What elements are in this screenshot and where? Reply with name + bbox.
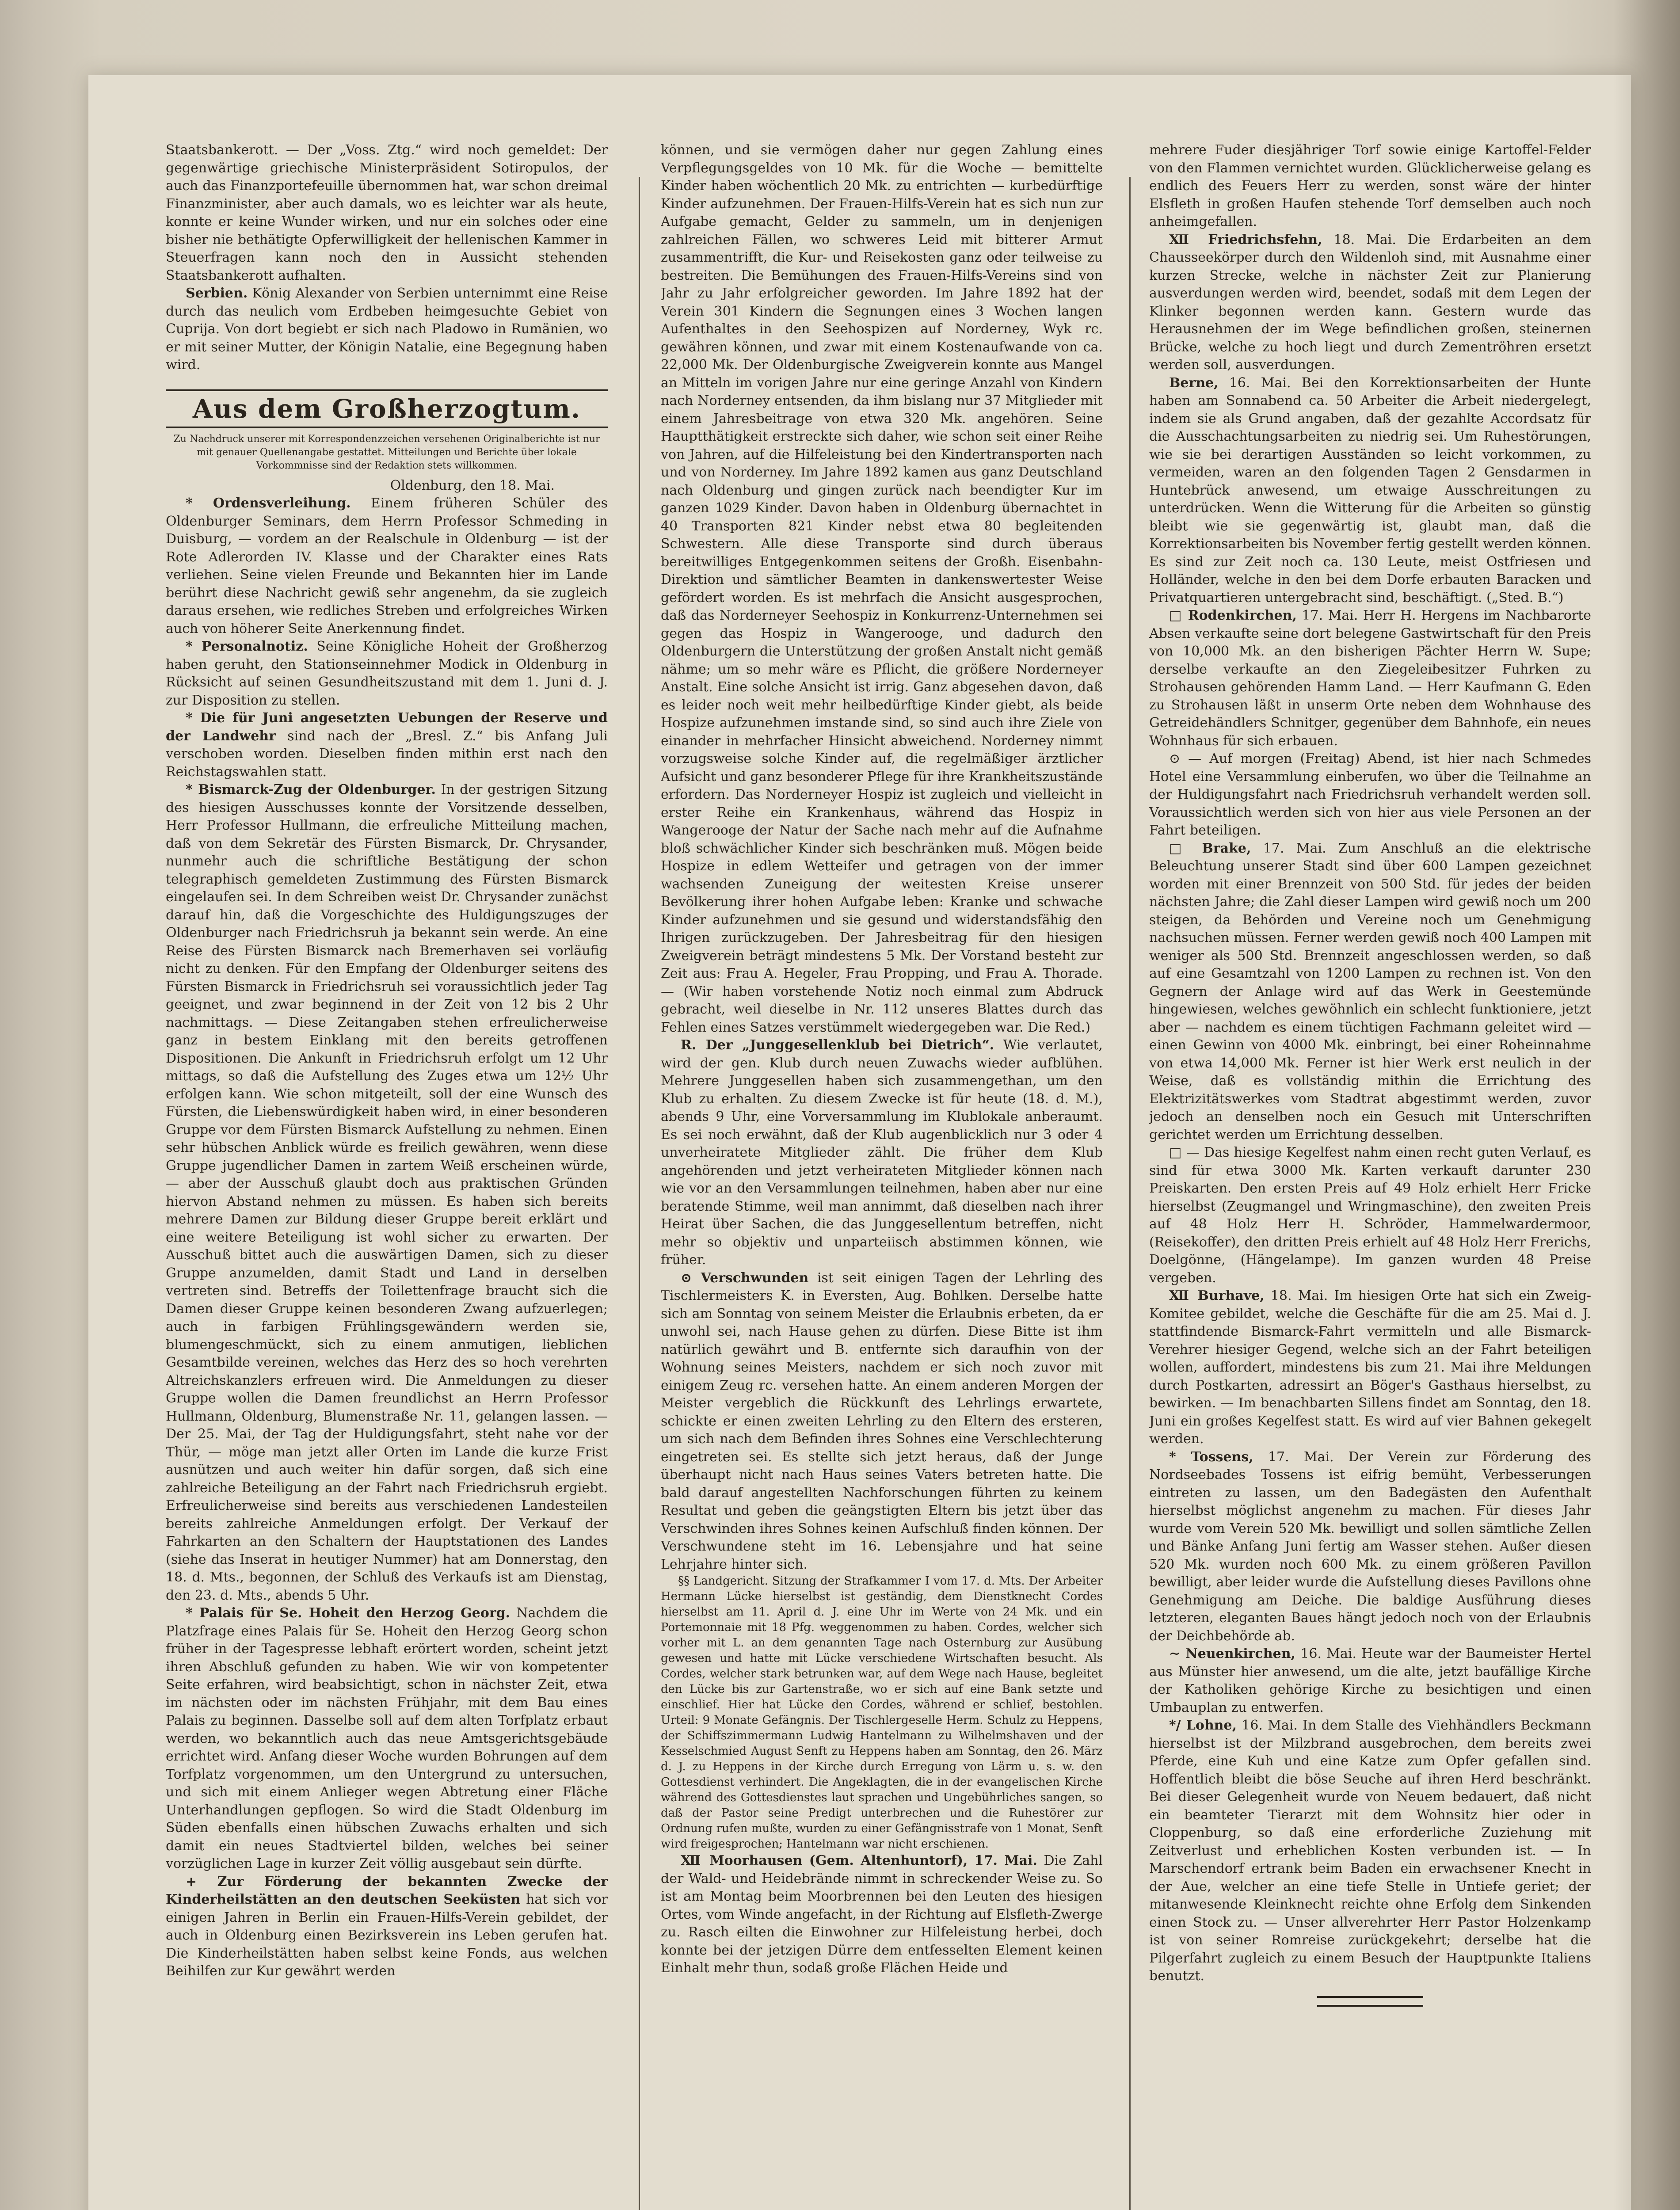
body-bachelor-club: Wie verlautet, wird der gen. Klub durch neuen Zuwachs wieder aufblühen. Mehrere Junggesellen haben sich zusammengethan, um den Klub zu erhalten. Zu diesem Zwecke ist für heute (18. d. M.), abends 9 Uhr, eine Vorversammlung im Klublokale anberaumt. Es sei noch erwähnt, daß der Klub augenblicklich nur 3 oder 4 unverheiratete Mitglieder zählt. Die früher dem Klub angehörenden und jetzt verheirateten Mitglieder können nach wie vor an den Versammlungen teilnehmen, haben aber nur eine beratende Stimme, weil man annimmt, daß dieselben nach ihrer Heirat über Sachen, die das Junggesellentum betreffen, nicht mehr so objektiv und unparteiisch abstimmen können, wie früher. bbox=[661, 1037, 1103, 1268]
article-greek-bankruptcy: Staatsbankerott. — Der „Voss. Ztg.“ wird noch gemeldet: Der gegenwärtige griechische Ministerpräsident Sotiropulos, der auch das Finanzportefeuille übernommen hat, war schon dreimal Finanzminister, aber auch damals, wo es leichter war als heute, konnte er keine Wunder wirken, und nur ein solches oder eine bisher nie bethätigte Opferwilligkeit der hellenischen Kammer in Steuerfragen kann noch den in Aussicht stehenden Staatsbankerott aufhalten. bbox=[166, 142, 608, 283]
body-friedrichsfehn: 18. Mai. Die Erdarbeiten an dem Chausseekörper durch den Wildenloh sind, mit Ausnahme einer kurzen Strecke, welche in nächster Zeit zur Planierung ausverdungen werden wird, beendet, sodaß mit dem Legen der Klinker begonnen werden kann. Gestern wurde das Herausnehmen der im Wege befindlichen großen, steinernen Brücke, welche zu hoch liegt und durch Zementröhren ersetzt werden soll, ausverdungen. bbox=[1149, 232, 1591, 373]
article-berne bbox=[1149, 374, 1591, 607]
article-missing bbox=[661, 1269, 1103, 1574]
article-palace bbox=[166, 1604, 608, 1873]
dateline-oldenburg: Oldenburg, den 18. Mai. bbox=[390, 477, 555, 493]
end-rule bbox=[1317, 1996, 1423, 2007]
column-right bbox=[1149, 141, 1591, 2210]
article-fire-continued: mehrere Fuder diesjähriger Torf sowie einige Kartoffel-Felder von den Flammen vernichtet wurden. Glücklicherweise gelang es endlich des Feuers Herr zu werden, sonst wäre der hinter Elsfleth in großen Haufen stehende Torf demselben auch noch anheimgefallen. bbox=[1149, 142, 1591, 229]
column-rule-right bbox=[1129, 177, 1131, 2210]
article-bachelor-club bbox=[661, 1036, 1103, 1269]
scan-edge-shadow bbox=[1614, 0, 1680, 2210]
body-children-sanatoria: hat sich vor einigen Jahren in Berlin ein Frauen-Hilfs-Verein gebildet, der auch in Oldenburg einen Bezirksverein ins Leben gerufen hat. Die Kinderheilstätten haben selbst keine Fonds, aus welchen Beihilfen zur Kur gewährt werden bbox=[166, 1892, 608, 1979]
headline-missing: ⊙ Verschwunden bbox=[681, 1270, 809, 1286]
headline-brake: □ Brake, bbox=[1169, 840, 1251, 856]
body-bismarck-train: In der gestrigen Sitzung des hiesigen Ausschusses konnte der Vorsitzende desselben, Herr Professor Hullmann, die erfreuliche Mitteilung machen, daß von dem Sekretär des Fürsten Bismarck, Dr. Chrysander, nunmehr auch die schriftliche Bestätigung der schon telegraphisch gemeldeten Zustimmung des Fürsten Bismarck eingelaufen sei. In dem Schreiben weist Dr. Chrysander zunächst darauf hin, daß die Vorgeschichte des Huldigungszuges der Oldenburger nach Friedrichsruh ja bekannt sein werde. An eine Reise des Fürsten Bismarck nach Bremerhaven sei vorläufig nicht zu denken. Für den Empfang der Oldenburger seitens des Fürsten Bismarck in Friedrichsruh sei voraussichtlich jeder Tag geeignet, und zwar beginnend in der Zeit von 12 bis 2 Uhr nachmittags. — Diese Zeitangaben stehen erfreulicherweise ganz in bestem Einklang mit den bereits getroffenen Dispositionen. Die Ankunft in Friedrichsruh erfolgt um 12 Uhr mittags, so daß die Aufstellung des Zuges etwa um 12½ Uhr erfolgen kann. Wie schon mitgeteilt, soll der eine Wunsch des Fürsten, die Liebenswürdigkeit haben wird, in einer besonderen Gruppe vor dem Fürsten Bismarck Aufstellung zu nehmen. Einen sehr hübschen Anblick würde es freilich gewähren, wenn diese Gruppe jugendlicher Damen in zartem Weiß erscheinen würde, — aber der Ausschuß glaubt doch aus praktischen Gründen hiervon Abstand nehmen zu müssen. Es haben sich bereits mehrere Damen zur Bildung dieser Gruppe bereit erklärt und eine weitere Beteiligung ist wohl sicher zu erwarten. Der Ausschuß bittet auch die auswärtigen Damen, sich zu dieser Gruppe anzumelden, damit Stadt und Land in derselben vertreten sind. Betreffs der Toilettenfrage braucht sich die Damen dieser Gruppe keinen besonderen Zwang aufzuerlegen; auch in farbigen Frühlingsgewändern werden sie, blumengeschmückt, sich zu einem anmutigen, lieblichen Gesamtbilde vereinen, welches das Herz des so hoch verehrten Altreichskanzlers erfreuen wird. Die Anmeldungen zu dieser Gruppe wollen die Damen freundlichst an Herrn Professor Hullmann, Oldenburg, Blumenstraße Nr. 11, gelangen lassen. — Der 25. Mai, der Tag der Huldigungsfahrt, steht nahe vor der Thür, — möge man jetzt aller Orten im Lande die kurze Frist ausnützen und auch weiter hin dafür sorgen, daß sich eine zahlreiche Beteiligung an der Fahrt nach Friedrichsruh ergiebt. Erfreulicherweise sind bereits aus verschiedenen Landesteilen bereits zahlreiche Anmeldungen erfolgt. Der Verkauf der Fahrkarten an den Schaltern der Hauptstationen des Landes (siehe das Inserat in heutiger Nummer) hat am Donnerstag, den 18. d. Mts., begonnen, der Schluß des Verkaufs ist am Dienstag, den 23. d. Mts., abends 5 Uhr. bbox=[166, 782, 608, 1603]
article-exercises bbox=[166, 709, 608, 781]
body-personal: Seine Königliche Hoheit der Großherzog haben geruht, den Stationseinnehmer Modick in Oldenburg in Rücksicht auf seinen Gesundheitszustand mit dem 1. Juni d. J. zur Disposition zu stellen. bbox=[166, 639, 608, 708]
column-left bbox=[166, 141, 608, 2210]
headline-order: * Ordensverleihung. bbox=[186, 495, 351, 511]
article-children-sanatoria bbox=[166, 1873, 608, 1981]
headline-burhave: Ⅻ Burhave, bbox=[1169, 1288, 1265, 1303]
body-palace: Nachdem die Platzfrage eines Palais für Se. Hoheit den Herzog Georg schon früher in der Tagespresse lebhaft erörtert worden, scheint jetzt ihren Abschluß gefunden zu haben. Wie wir von kompetenter Seite erfahren, wird beabsichtigt, schon in nächster Zeit, etwa im nächsten oder im nächsten Frühjahr, mit dem Bau eines Palais zu beginnen. Dasselbe soll auf dem alten Torfplatz erbaut werden, wo bekanntlich auch das neue Amtsgerichtsgebäude errichtet wird. Anfang dieser Woche wurden Bohrungen auf dem Torfplatz vorgenommen, um den Untergrund zu untersuchen, und sich mit einem Anlieger wegen Abtretung einer Fläche Unterhandlungen gepflogen. So wird die Stadt Oldenburg im Süden ebenfalls einen hübschen Zuwachs erhalten und sich damit ein neues Stadtviertel bilden, welches bei seiner vorzüglichen Lage in kurzer Zeit völlig ausgebaut sein dürfte. bbox=[166, 1605, 608, 1871]
article-lohne bbox=[1149, 1717, 1591, 1985]
article-tossens bbox=[1149, 1448, 1591, 1646]
article-order bbox=[166, 495, 608, 638]
body-moorhausen: Die Zahl der Wald- und Heidebrände nimmt in schreckender Weise zu. So ist am Montag beim Moorbrennen bei den Leuten des hiesigen Ortes, vom Winde angefacht, in der Richtung auf Elsfleth-Zwerge zu. Rasch eilten die Einwohner zur Hilfeleistung herbei, doch konnte bei der jetzigen Dürre dem entfesselten Element keinen Einhalt mehr thun, sodaß große Flächen Heide und bbox=[661, 1853, 1103, 1976]
body-exercises: sind nach der „Bresl. Z.“ bis Anfang Juli verschoben worden. Dieselben finden mithin erst nach den Reichstagswahlen statt. bbox=[166, 728, 608, 780]
newspaper-page bbox=[88, 75, 1631, 2210]
article-moorhausen bbox=[661, 1852, 1103, 1978]
article-burhave bbox=[1149, 1287, 1591, 1448]
headline-tossens: * Tossens, bbox=[1169, 1449, 1253, 1465]
body-neuenkirchen: 16. Mai. Heute war der Baumeister Hertel aus Münster hier anwesend, um die alte, jetzt baufällige Kirche der Katholiken gehörige Kirche zu besichtigen und einen Umbauplan zu entwerfen. bbox=[1149, 1646, 1591, 1715]
column-middle bbox=[661, 141, 1103, 2210]
body-missing: ist seit einigen Tagen der Lehrling des Tischlermeisters K. in Eversten, Aug. Bohlken. Derselbe hatte sich am Sonntag von seinem Meister die Erlaubnis erbeten, da er unwohl sei, nach Hause gehen zu dürfen. Diese Bitte ist ihm natürlich gewährt und B. entfernte sich daraufhin von der Wohnung seines Meisters, nachdem er sich noch zuvor mit einigem Zeug rc. versehen hatte. An einem anderen Morgen der Meister vergeblich die Rückkunft des Lehrlings erwartete, schickte er einen zweiten Lehrling zu den Eltern des ersteren, um sich nach dem Befinden ihres Sohnes eine Verschlechterung eingetreten sei. Es stellte sich jetzt heraus, daß der Junge überhaupt nicht nach Haus seines Vaters betreten hatte. Die bald darauf angestellten Nachforschungen führten zu keinem Resultat und geben die geängstigten Eltern bis jetzt über das Verschwinden ihres Sohnes keinen Aufschluß finden können. Der Verschwundene steht im 16. Lebensjahre und hat seine Lehrjahre hinter sich. bbox=[661, 1270, 1103, 1572]
article-bowling: □ — Das hiesige Kegelfest nahm einen recht guten Verlauf, es sind für etwa 3000 Mk. Karten verkauft darunter 230 Preiskarten. Den ersten Preis auf 49 Holz erhielt Herr Fricke hierselbst (Zeugmangel und Wringmaschine), den zweiten Preis auf 48 Holz Herr H. Schröder, Hammelwardermoor, (Reisekoffer), den dritten Preis erhielt auf 48 Holz Herr Frerichs, Doelgönne, (Hängelampe). Im ganzen wurden 48 Preise vergeben. bbox=[1149, 1145, 1591, 1286]
column-rule-left bbox=[639, 177, 640, 2210]
headline-serbia: Serbien. bbox=[186, 286, 248, 301]
headline-children-sanatoria: + Zur Förderung der bekannten Zwecke der Kinderheilstätten an den deutschen Seeküsten bbox=[166, 1874, 608, 1907]
headline-neuenkirchen: ∼ Neuenkirchen, bbox=[1169, 1646, 1295, 1661]
article-neuenkirchen bbox=[1149, 1645, 1591, 1717]
headline-berne: Berne, bbox=[1169, 375, 1219, 391]
body-lohne: 16. Mai. In dem Stalle des Viehhändlers Beckmann hierselbst ist der Milzbrand ausgebrochen, dem bereits zwei Pferde, eine Kuh und eine Katze zum Opfer gefallen sind. Hoffentlich bleibt die böse Seuche auf ihren Herd beschränkt. Bei dieser Gelegenheit wurde von Neuem bedauert, daß nicht ein beamteter Tierarzt mit dem Wohnsitz hier oder in Cloppenburg, so daß eine erforderliche Zuziehung mit Zeitverlust und erheblichen Kosten verbunden ist. — In Marschendorf ertrank beim Baden ein erwachsener Knecht in der Aue, welcher an eine tiefe Stelle in Untiefe geriet; der mitanwesende Kleinknecht reichte ohne Erfolg dem Sinkenden einen Stock zu. — Unser allverehrter Herr Pastor Holzenkamp ist von seiner Romreise zurückgekehrt; derselbe hat die Pilgerfahrt zugleich zu einem Besuch der Hauptpunkte Italiens benutzt. bbox=[1149, 1718, 1591, 1984]
article-court: §§ Landgericht. Sitzung der Strafkammer I vom 17. d. Mts. Der Arbeiter Hermann Lücke hierselbst ist geständig, dem Dienstknecht Cordes hierselbst am 11. April d. J. eine Uhr im Werte von 24 Mk. und ein Portemonnaie mit 18 Pfg. weggenommen zu haben. Cordes, welcher sich vorher mit L. an dem genannten Tage nach Osternburg zur Ausübung gewesen und hatte mit Lücke verschiedene Wirtschaften besucht. Als Cordes, welcher stark betrunken war, auf dem Wege nach Hause, begleitet den Lücke bis zur Gartenstraße, wo er sich auf eine Bank setzte und einschlief. Hier hat Lücke den Cordes, während er schlief, bestohlen. Urteil: 9 Monate Gefängnis. Der Tischlergeselle Herm. Schulz zu Heppens, der Schiffszimmermann Ludwig Hantelmann zu Wilhelmshaven und der Kesselschmied August Senft zu Heppens haben am Sonntag, den 26. März d. J. zu Heppens in der Kirche durch Erregung von Lärm u. s. w. den Gottesdienst verhindert. Die Angeklagten, die in der evangelischen Kirche während des Gottesdienstes laut sprachen und Ungebührliches sangen, so daß der Pastor seine Predigt unterbrechen und die Ruhestörer zur Ordnung rufen mußte, wurden zu einer Gefängnisstrafe von 1 Monat, Senft wird freigesprochen; Hantelmann war nicht erschienen. bbox=[661, 1574, 1103, 1851]
body-berne: 16. Mai. Bei den Korrektionsarbeiten der Hunte haben am Sonnabend ca. 50 Arbeiter die Arbeit niedergelegt, indem sie als Grund angaben, daß der gezahlte Accordsatz für die Ausschachtungsarbeiten zu niedrig sei. Um Ruhestörungen, wie sie bei derartigen Ausständen so leicht vorkommen, zu vermeiden, waren an den folgenden Tagen 2 Gensdarmen in Huntebrück anwesend, um etwaige Ausschreitungen zu unterdrücken. Wenn die Witterung für die Arbeiten so günstig bleibt wie sie gegenwärtig ist, glaubt man, daß die Korrektionsarbeiten bis November fertig gestellt werden können. Es sind zur Zeit noch ca. 130 Leute, meist Ostfriesen und Holländer, welche in den bei dem Dorfe erbauten Baracken und Privatquartieren untergebracht sind, beschäftigt. („Sted. B.“) bbox=[1149, 375, 1591, 606]
headline-exercises: * Die für Juni angesetzten Uebungen der Reserve und der Landwehr bbox=[166, 710, 608, 744]
body-serbia: König Alexander von Serbien unternimmt eine Reise durch das neulich vom Erdbeben heimgesuchte Gebiet von Cuprija. Von dort begiebt er sich nach Pladowo in Rumänien, wo er mit seiner Mutter, der Königin Natalie, eine Begegnung haben wird. bbox=[166, 286, 608, 373]
article-serbia bbox=[166, 285, 608, 374]
headline-personal: * Personalnotiz. bbox=[186, 639, 308, 654]
article-meeting: ⊙ — Auf morgen (Freitag) Abend, ist hier nach Schmedes Hotel eine Versammlung einberufen, wo über die Teilnahme an der Huldigungsfahrt nach Friedrichsruh verhandelt werden soll. Voraussichtlich werden sich von hier aus viele Personen an der Fahrt beteiligen. bbox=[1149, 751, 1591, 838]
body-brake: 17. Mai. Zum Anschluß an die elektrische Beleuchtung unserer Stadt sind über 600 Lampen gezeichnet worden mit einer Brennzeit von 500 Std. für jedes der beiden nächsten Jahre; die Zahl dieser Lampen wird gewiß noch um 200 steigen, da Behörden und Vereine noch um Genehmigung nachsuchen müssen. Ferner werden gewiß noch 400 Lampen mit weniger als 500 Std. Brennzeit angeschlossen werden, so daß auf eine Gesamtzahl von 1200 Lampen zu rechnen ist. Von den Gegnern der Anlage wird auf das Werk in Geestemünde hingewiesen, welches gewöhnlich ein schlecht funktioniere, jetzt aber — nachdem es einem tüchtigen Fachmann geleitet wird — einen Gewinn von 4000 Mk. einbringt, bei einer Roheinnahme von etwa 14,000 Mk. Ferner ist hier Werk erst neulich in der Weise, daß es vollständig mithin die Errichtung des Elektrizitätswerkes vom Stadtrat abgestimmt werden, zuvor jedoch an denselben noch ein Gesuch mit Unterschriften gerichtet werden um Errichtung desselben. bbox=[1149, 840, 1591, 1143]
body-order: Einem früheren Schüler des Oldenburger Seminars, dem Herrn Professor Schmeding in Duisburg, — vordem an der Realschule in Oldenburg — ist der Rote Adlerorden IV. Klasse und der Charakter eines Rats verliehen. Seine vielen Freunde und Bekannten hier im Lande berührt diese Nachricht gewiß sehr angenehm, da sie zugleich daraus ersehen, wie redliches Streben und erfolgreiches Wirken auch von höherer Seite Anerkennung findet. bbox=[166, 495, 608, 636]
section-title-grand-duchy: Aus dem Großherzogtum. bbox=[166, 389, 608, 428]
article-personal bbox=[166, 638, 608, 709]
body-tossens: 17. Mai. Der Verein zur Förderung des Nordseebades Tossens ist eifrig bemüht, Verbesserungen eintreten zu lassen, um den Badegästen den Aufenthalt hierselbst möglichst angenehm zu machen. Für dieses Jahr wurde vom Verein 520 Mk. bewilligt und sollen sämtliche Zellen und Bänke Anfang Juni fertig am Wasser stehen. Außer diesen 520 Mk. wurden noch 600 Mk. zu einem größeren Pavillon bewilligt, aber leider wurde die Aufstellung dieses Pavillons ohne Genehmigung am Deiche. Die baldige Ausführung dieses letzteren, eleganten Baues hängt jedoch noch von der Erlaubnis der Deichbehörde ab. bbox=[1149, 1449, 1591, 1644]
article-friedrichsfehn bbox=[1149, 231, 1591, 374]
section-note: Zu Nachdruck unserer mit Korrespondenzzeichen versehenen Originalberichte ist nur mit genauer Quellenangabe gestattet. Mitteilungen und Berichte über lokale Vorkommnisse sind der Redaktion stets willkommen. bbox=[173, 433, 600, 471]
headline-lohne: */ Lohne, bbox=[1169, 1718, 1237, 1733]
article-brake bbox=[1149, 840, 1591, 1144]
headline-moorhausen: Ⅻ Moorhausen (Gem. Altenhuntorf), 17. Mai. bbox=[681, 1853, 1037, 1868]
body-rodenkirchen: 17. Mai. Herr H. Hergens im Nachbarorte Absen verkaufte seine dort belegene Gastwirtschaft für den Preis von 10,000 Mk. an den bisherigen Pächter Herrn W. Supe; derselbe verkaufte an den Ziegeleibesitzer Fuhrken zu Strohausen gehörenden Hamm Land. — Herr Kaufmann G. Eden zu Strohausen läßt in unserm Orte neben dem Wohnhause des Getreidehändlers Schnitger, gegenüber dem Bahnhofe, ein neues Wohnhaus für sich erbauen. bbox=[1149, 608, 1591, 749]
headline-bismarck-train: * Bismarck-Zug der Oldenburger. bbox=[186, 782, 436, 797]
article-children-continued: können, und sie vermögen daher nur gegen Zahlung eines Verpflegungsgeldes von 10 Mk. für die Woche — bemittelte Kinder haben wöchentlich 20 Mk. zu entrichten — kurbedürftige Kinder aufzunehmen. Der Frauen-Hilfs-Verein hat es sich nun zur Aufgabe gemacht, Gelder zu sammeln, um in denjenigen zahlreichen Fällen, wo schweres Leid mit bitterer Armut zusammentrifft, die Kur- und Reisekosten ganz oder teilweise zu bestreiten. Die Bemühungen des Frauen-Hilfs-Vereins sind von Jahr zu Jahr erfolgreicher geworden. Im Jahre 1892 hat der Verein 301 Kindern die Segnungen eines 3 Wochen langen Aufenthaltes in den Seehospizen auf Norderney, Wyk rc. gewähren können, und zwar mit einem Kostenaufwande von ca. 22,000 Mk. Der Oldenburgische Zweigverein konnte aus Mangel an Mitteln im vorigen Jahre nur eine geringe Anzahl von Kindern nach Norderney entsenden, da ihm bislang nur 37 Mitglieder mit einem Jahresbeitrage von etwa 320 Mk. angehören. Seine Hauptthätigkeit erstreckte sich daher, wie schon seit einer Reihe von Jahren, auf die Hilfeleistung bei den Kindertransporten nach und von Norderney. Im Jahre 1892 kamen aus ganz Deutschland nach Oldenburg und gingen zurück nach beendigter Kur im ganzen 1029 Kinder. Davon haben in Oldenburg übernachtet in 40 Transporten 821 Kinder nebst etwa 80 begleitenden Schwestern. Alle diese Transporte sind durch überaus bereitwilliges Entgegenkommen seitens der Großh. Eisenbahn-Direktion und sämtlicher Beamten in dankenswertester Weise gefördert worden. Es ist mehrfach die Ansicht ausgesprochen, daß das Norderneyer Seehospiz in Konkurrenz-Unternehmen sei gegen das Hospiz in Wangerooge, und dadurch den Oldenburgern die Unterstützung der großen Anstalt nicht gemäß nähme; um so mehr wäre es Pflicht, die größere Norderneyer Anstalt. Eine solche Ansicht ist irrig. Ganz abgesehen davon, daß es leider noch weit mehr heilbedürftige Kinder giebt, als beide Hospize aufzunehmen imstande sind, so sind auch ihre Ziele von einander in mehrfacher Hinsicht abweichend. Norderney nimmt vorzugsweise solche Kinder auf, die regelmäßiger ärztlicher Aufsicht und ganz besonderer Pflege für ihre Krankheitszustände erfordern. Das Norderneyer Hospiz ist zugleich und vielleicht in erster Reihe ein Krankenhaus, während das Hospiz in Wangerooge der Natur der Sache nach mehr auf die Aufnahme bloß schwächlicher Kinder sich beschränken muß. Mögen beide Hospize in edlem Wetteifer und getragen von der immer wachsenden Zuneigung der weitesten Kreise unserer Bevölkerung ihrer hohen Aufgabe leben: Kranke und schwache Kinder aufzunehmen und sie gesund und widerstandsfähig den Ihrigen zurückzugeben. Der Jahresbeitrag für den hiesigen Zweigverein beträgt mindestens 5 Mk. Der Vorstand besteht zur Zeit aus: Frau A. Hegeler, Frau Propping, und Frau A. Thorade. — (Wir haben vorstehende Notiz noch einmal zum Abdruck gebracht, weil dieselbe in Nr. 112 unseres Blattes durch das Fehlen eines Satzes verstümmelt wiedergegeben war. Die Red.) bbox=[661, 142, 1103, 1035]
article-bismarck-train bbox=[166, 781, 608, 1604]
headline-palace: * Palais für Se. Hoheit den Herzog Georg. bbox=[186, 1605, 510, 1621]
headline-rodenkirchen: □ Rodenkirchen, bbox=[1169, 608, 1297, 623]
headline-friedrichsfehn: Ⅻ Friedrichsfehn, bbox=[1169, 232, 1322, 248]
article-rodenkirchen bbox=[1149, 607, 1591, 750]
body-burhave: 18. Mai. Im hiesigen Orte hat sich ein Zweig-Komitee gebildet, welche die Geschäfte für die am 25. Mai d. J. stattfindende Bismarck-Fahrt vermitteln und alle Bismarck-Verehrer hiesiger Gegend, welche sich an der Fahrt beteiligen wollen, auffordert, mindestens bis zum 21. Mai ihre Meldungen durch Postkarten, adressirt an Böger's Gasthaus hierselbst, zu bewirken. — Im benachbarten Sillens findet am Sonntag, den 18. Juni ein großes Kegelfest statt. Es wird auf vier Bahnen gekegelt werden. bbox=[1149, 1288, 1591, 1447]
headline-bachelor-club: R. Der „Junggesellenklub bei Dietrich“. bbox=[681, 1037, 994, 1053]
